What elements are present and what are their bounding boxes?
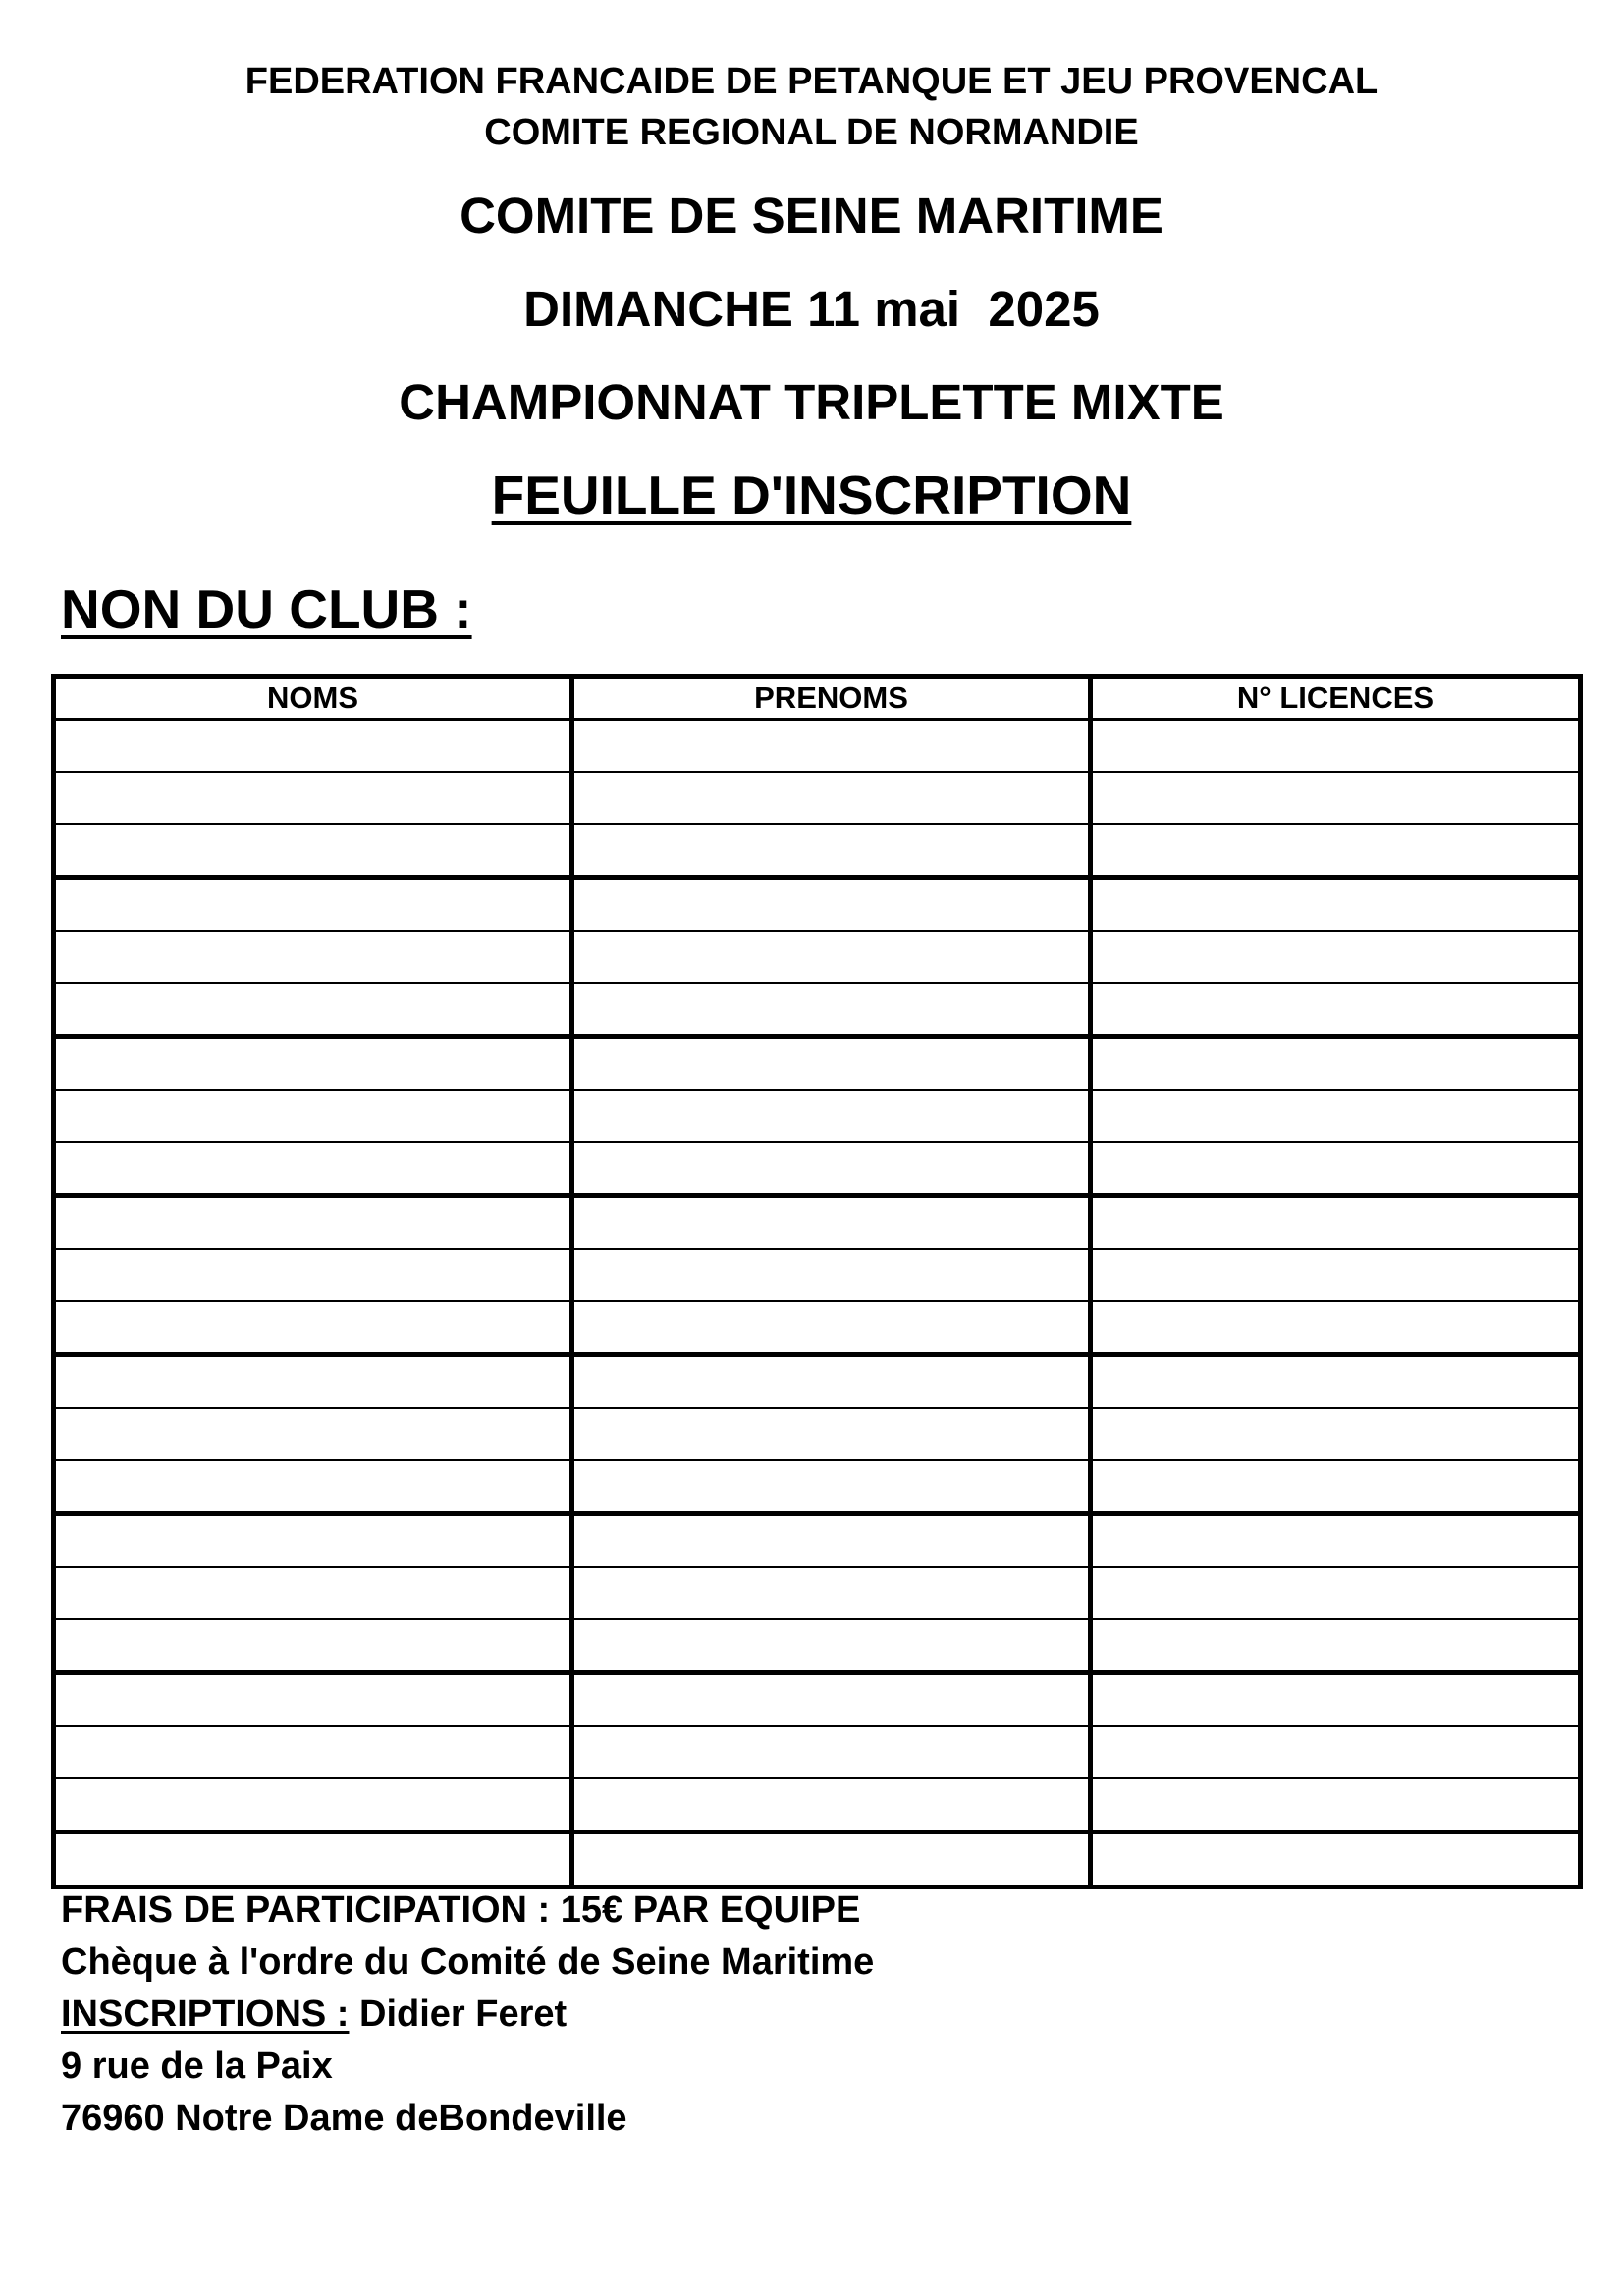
cell-nom[interactable] (54, 983, 572, 1037)
cell-prenom[interactable] (572, 1249, 1091, 1301)
cell-licence[interactable] (1091, 1301, 1581, 1355)
cell-prenom[interactable] (572, 983, 1091, 1037)
cell-nom[interactable] (54, 931, 572, 983)
table-row (54, 931, 1581, 983)
cheque-instructions: Chèque à l'ordre du Comité de Seine Maritime (61, 1941, 875, 1983)
federation-heading: FEDERATION FRANCAIDE DE PETANQUE ET JEU PROVENCAL (244, 61, 1379, 102)
table-row (54, 1408, 1581, 1460)
cell-licence[interactable] (1091, 1726, 1581, 1778)
cell-licence[interactable] (1091, 1778, 1581, 1832)
cell-licence[interactable] (1091, 878, 1581, 932)
cell-licence[interactable] (1091, 1037, 1581, 1091)
cell-prenom[interactable] (572, 1778, 1091, 1832)
cell-licence[interactable] (1091, 931, 1581, 983)
cell-prenom[interactable] (572, 1301, 1091, 1355)
inscriptions-contact (61, 1994, 567, 2036)
cell-nom[interactable] (54, 1460, 572, 1514)
address-line-2: 76960 Notre Dame deBondeville (61, 2098, 627, 2139)
cell-licence[interactable] (1091, 1142, 1581, 1196)
cell-prenom[interactable] (572, 772, 1091, 824)
table-row (54, 1619, 1581, 1673)
cell-prenom[interactable] (572, 1196, 1091, 1250)
table-row (54, 1249, 1581, 1301)
cell-nom[interactable] (54, 720, 572, 773)
cell-licence[interactable] (1091, 1355, 1581, 1409)
table-row (54, 1778, 1581, 1832)
cell-licence[interactable] (1091, 1567, 1581, 1619)
cell-prenom[interactable] (572, 1460, 1091, 1514)
regional-committee-heading: COMITE REGIONAL DE NORMANDIE (484, 112, 1139, 153)
cell-nom[interactable] (54, 824, 572, 878)
cell-nom[interactable] (54, 1196, 572, 1250)
table-row (54, 1037, 1581, 1091)
table-row (54, 878, 1581, 932)
cell-nom[interactable] (54, 1037, 572, 1091)
cell-nom[interactable] (54, 772, 572, 824)
cell-prenom[interactable] (572, 1514, 1091, 1568)
cell-licence[interactable] (1091, 824, 1581, 878)
table-header-row (54, 677, 1581, 720)
cell-nom[interactable] (54, 1355, 572, 1409)
table-row (54, 1460, 1581, 1514)
table-row (54, 1514, 1581, 1568)
column-header-licences: N° LICENCES (1091, 677, 1581, 720)
participation-fee: FRAIS DE PARTICIPATION : 15€ PAR EQUIPE (61, 1889, 861, 1931)
table-row (54, 1726, 1581, 1778)
cell-nom[interactable] (54, 1673, 572, 1727)
table-row (54, 1355, 1581, 1409)
cell-prenom[interactable] (572, 1619, 1091, 1673)
table-row (54, 1832, 1581, 1887)
cell-nom[interactable] (54, 1832, 572, 1887)
cell-prenom[interactable] (572, 1408, 1091, 1460)
cell-prenom[interactable] (572, 1832, 1091, 1887)
cell-nom[interactable] (54, 1142, 572, 1196)
registration-table (51, 674, 1583, 1889)
cell-licence[interactable] (1091, 1090, 1581, 1142)
cell-prenom[interactable] (572, 1090, 1091, 1142)
championship-title: CHAMPIONNAT TRIPLETTE MIXTE (399, 374, 1224, 430)
cell-prenom[interactable] (572, 720, 1091, 773)
cell-prenom[interactable] (572, 1142, 1091, 1196)
cell-nom[interactable] (54, 1778, 572, 1832)
table-row (54, 1673, 1581, 1727)
inscriptions-label: INSCRIPTIONS : (61, 1994, 350, 2035)
cell-prenom[interactable] (572, 1726, 1091, 1778)
cell-nom[interactable] (54, 1726, 572, 1778)
table-row (54, 824, 1581, 878)
cell-prenom[interactable] (572, 1037, 1091, 1091)
table-row (54, 772, 1581, 824)
registration-table-body (54, 720, 1581, 1887)
form-title (0, 464, 1623, 526)
cell-licence[interactable] (1091, 983, 1581, 1037)
cell-nom[interactable] (54, 1408, 572, 1460)
table-row (54, 1196, 1581, 1250)
cell-prenom[interactable] (572, 824, 1091, 878)
address-line-1: 9 rue de la Paix (61, 2046, 333, 2087)
cell-licence[interactable] (1091, 1249, 1581, 1301)
cell-licence[interactable] (1091, 1408, 1581, 1460)
cell-prenom[interactable] (572, 878, 1091, 932)
column-header-prenoms: PRENOMS (572, 677, 1091, 720)
cell-nom[interactable] (54, 1249, 572, 1301)
committee-heading: COMITE DE SEINE MARITIME (460, 188, 1163, 244)
table-row (54, 1301, 1581, 1355)
cell-nom[interactable] (54, 1514, 572, 1568)
table-row (54, 1090, 1581, 1142)
event-date: DIMANCHE 11 mai 2025 (523, 281, 1100, 337)
cell-nom[interactable] (54, 878, 572, 932)
cell-nom[interactable] (54, 1090, 572, 1142)
cell-licence[interactable] (1091, 1514, 1581, 1568)
table-row (54, 720, 1581, 773)
cell-prenom[interactable] (572, 1567, 1091, 1619)
cell-nom[interactable] (54, 1301, 572, 1355)
cell-prenom[interactable] (572, 931, 1091, 983)
cell-prenom[interactable] (572, 1355, 1091, 1409)
cell-licence[interactable] (1091, 1196, 1581, 1250)
cell-prenom[interactable] (572, 1673, 1091, 1727)
column-header-noms: NOMS (54, 677, 572, 720)
contact-name: Didier Feret (349, 1994, 568, 2035)
cell-licence[interactable] (1091, 772, 1581, 824)
table-row (54, 1142, 1581, 1196)
club-name-label: NON DU CLUB : (61, 578, 472, 639)
table-row (54, 983, 1581, 1037)
table-row (54, 1567, 1581, 1619)
cell-nom[interactable] (54, 1619, 572, 1673)
form-title-text: FEUILLE D'INSCRIPTION (491, 465, 1132, 525)
cell-licence[interactable] (1091, 720, 1581, 773)
cell-licence[interactable] (1091, 1673, 1581, 1727)
cell-licence[interactable] (1091, 1460, 1581, 1514)
cell-licence[interactable] (1091, 1832, 1581, 1887)
cell-licence[interactable] (1091, 1619, 1581, 1673)
cell-nom[interactable] (54, 1567, 572, 1619)
